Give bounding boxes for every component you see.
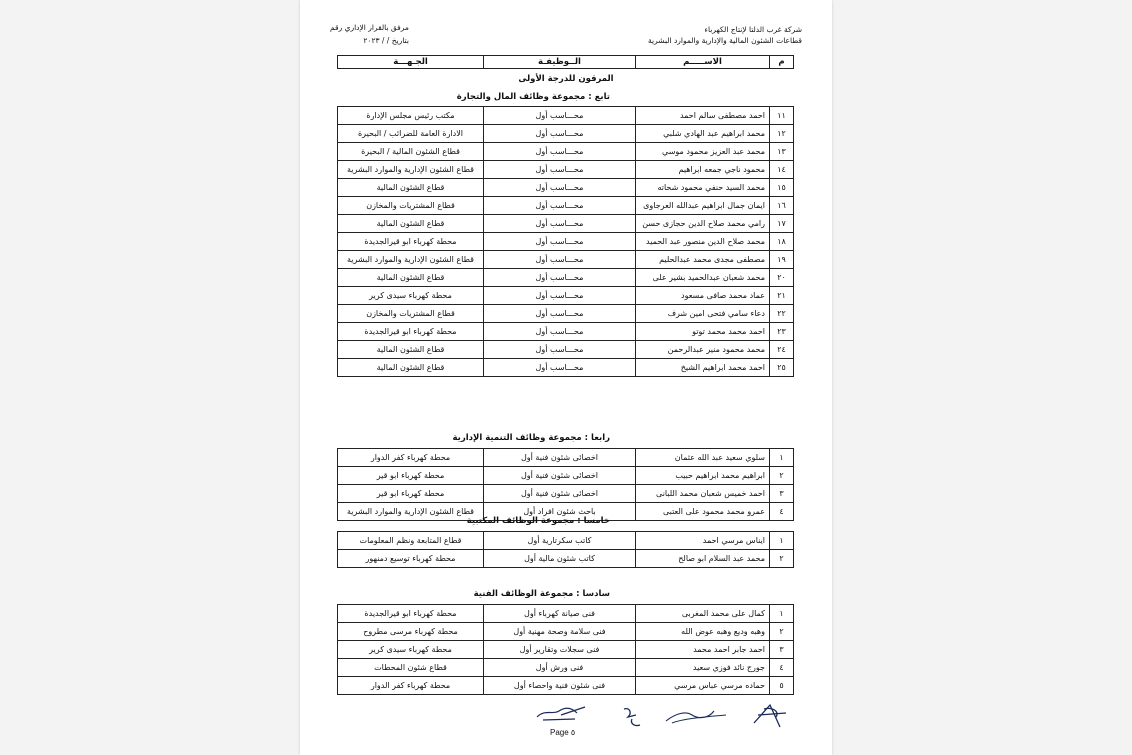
attachment-line: مرفق بالقرار الإداري رقم (330, 23, 409, 32)
table-row (338, 605, 794, 623)
department: قطاع الشئون الإدارية والموارد البشرية (338, 251, 484, 269)
table-row (338, 623, 794, 641)
job-title: محـــاسب أول (484, 359, 636, 377)
row-number: ١٦ (770, 197, 794, 215)
employee-name: محمد صلاح الدين منصور عبد الحميد (636, 233, 770, 251)
employee-name: مصطفى مجدى محمد عبدالحليم (636, 251, 770, 269)
employee-name: ابراهيم محمد ابراهيم حبيب (636, 467, 770, 485)
row-number: ١ (770, 449, 794, 467)
signature-footer (300, 701, 832, 741)
table-row (338, 215, 794, 233)
table-row (338, 233, 794, 251)
employee-name: حماده مرسي عباس مرسي (636, 677, 770, 695)
document-page (300, 0, 832, 755)
department: مكتب رئيس مجلس الإدارة (338, 107, 484, 125)
section-title-finance: تابع : مجموعة وظائف المال والتجارة (456, 92, 610, 102)
department: محطة كهرباء ابو قير (338, 467, 484, 485)
job-title: محـــاسب أول (484, 269, 636, 287)
table-row (338, 251, 794, 269)
row-number: ٢ (770, 467, 794, 485)
signature-4 (750, 701, 790, 731)
row-number: ٢٢ (770, 305, 794, 323)
row-number: ١ (770, 532, 794, 550)
date-line: بتاريخ / / ٢٠٢٣ (363, 36, 409, 45)
row-number: ٥ (770, 677, 794, 695)
employee-name: احمد خميس شعبان محمد اللبانى (636, 485, 770, 503)
header-job: الــوظيفـة (484, 56, 636, 69)
table-row (338, 550, 794, 568)
table-row (338, 449, 794, 467)
company-header (648, 24, 802, 46)
job-title: اخصائى شئون فنية أول (484, 467, 636, 485)
header-name: الاســـــم (636, 56, 770, 69)
job-title: فنى ورش أول (484, 659, 636, 677)
header-dept: الجـهـــة (338, 56, 484, 69)
job-title: محـــاسب أول (484, 107, 636, 125)
decision-reference (330, 22, 409, 46)
row-number: ١٨ (770, 233, 794, 251)
employee-name: احمد جابر احمد محمد (636, 641, 770, 659)
department: قطاع الشئون المالية / البحيرة (338, 143, 484, 161)
row-number: ٢٤ (770, 341, 794, 359)
table-row (338, 323, 794, 341)
table-row (338, 125, 794, 143)
employee-name: وهبه وديع وهبه عوض الله (636, 623, 770, 641)
table-row (338, 161, 794, 179)
department: قطاع الشئون الإدارية والموارد البشرية (338, 161, 484, 179)
department: قطاع الشئون المالية (338, 179, 484, 197)
row-number: ٢ (770, 550, 794, 568)
employee-name: احمد محمد محمد توتو (636, 323, 770, 341)
employee-name: ايمان جمال ابراهيم عبدالله العرجاوى (636, 197, 770, 215)
job-title: محـــاسب أول (484, 161, 636, 179)
job-title: محـــاسب أول (484, 251, 636, 269)
signature-3 (662, 703, 732, 727)
table-row (338, 197, 794, 215)
column-header-table (337, 55, 794, 69)
row-number: ١٧ (770, 215, 794, 233)
employee-name: دعاء سامي فتحى امين شرف (636, 305, 770, 323)
row-number: ١٣ (770, 143, 794, 161)
row-number: ١ (770, 605, 794, 623)
promoted-title: المرقون للدرجة الأولى (518, 74, 614, 84)
job-title: كاتب سكرتارية أول (484, 532, 636, 550)
department: الادارة العامة للضرائب / البحيرة (338, 125, 484, 143)
table-row (338, 659, 794, 677)
row-number: ٢٠ (770, 269, 794, 287)
row-number: ٢٣ (770, 323, 794, 341)
job-title: محـــاسب أول (484, 125, 636, 143)
department: محطة كهرباء سيدى كرير (338, 287, 484, 305)
job-title: فنى سلامة وصحة مهنية أول (484, 623, 636, 641)
employee-name: احمد مصطفى سالم احمد (636, 107, 770, 125)
employee-name: ايناس مرسي احمد (636, 532, 770, 550)
department: قطاع شئون المحطات (338, 659, 484, 677)
department: محطة كهرباء ابو قيرالجديدة (338, 323, 484, 341)
table-row (338, 341, 794, 359)
employee-name: عماد محمد صافى مسعود (636, 287, 770, 305)
department: قطاع الشئون المالية (338, 341, 484, 359)
row-number: ١٥ (770, 179, 794, 197)
table-row (338, 467, 794, 485)
section-title-technical: سادسا : مجموعة الوظائف الفنية (473, 589, 610, 599)
row-number: ٣ (770, 641, 794, 659)
row-number: ١٢ (770, 125, 794, 143)
section-table-admin-development (337, 448, 794, 521)
job-title: محـــاسب أول (484, 179, 636, 197)
job-title: فنى شئون فنية واحصاء أول (484, 677, 636, 695)
signature-2 (618, 705, 648, 731)
table-row (338, 532, 794, 550)
header-num: م (770, 56, 794, 69)
employee-name: سلوي سعيد عبد الله عثمان (636, 449, 770, 467)
signature-1 (535, 701, 595, 723)
employee-name: محمد عبد السلام ابو صالح (636, 550, 770, 568)
row-number: ١٤ (770, 161, 794, 179)
table-row (338, 287, 794, 305)
department: محطة كهرباء ابو قيرالجديدة (338, 233, 484, 251)
section-title-clerical: خامسا : مجموعة الوظائف المكتبية (466, 516, 610, 526)
table-row (338, 641, 794, 659)
department: محطة كهرباء توسيع دمنهور (338, 550, 484, 568)
row-number: ٢١ (770, 287, 794, 305)
company-name: شركة غرب الدلتا لإنتاج الكهرباء (704, 25, 802, 34)
row-number: ٢ (770, 623, 794, 641)
job-title: محـــاسب أول (484, 233, 636, 251)
employee-name: جورج نائد فوزي سعيد (636, 659, 770, 677)
department: قطاع الشئون الإدارية والموارد البشرية (338, 503, 484, 521)
department: قطاع المشتريات والمخازن (338, 305, 484, 323)
job-title: محـــاسب أول (484, 323, 636, 341)
table-row (338, 107, 794, 125)
employee-name: محمود ناجي جمعه ابراهيم (636, 161, 770, 179)
department: قطاع الشئون المالية (338, 215, 484, 233)
department: محطة كهرباء ابو قير (338, 485, 484, 503)
employee-name: احمد محمد ابراهيم الشيخ (636, 359, 770, 377)
job-title: محـــاسب أول (484, 197, 636, 215)
department: قطاع الشئون المالية (338, 269, 484, 287)
department: محطة كهرباء كفر الدوار (338, 677, 484, 695)
department: محطة كهرباء سيدى كرير (338, 641, 484, 659)
row-number: ١١ (770, 107, 794, 125)
employee-name: محمد عبد العزيز محمود موسي (636, 143, 770, 161)
job-title: محـــاسب أول (484, 215, 636, 233)
employee-name: محمد السيد حنفي محمود شحاته (636, 179, 770, 197)
department-name: قطاعات الشئون المالية والإدارية والموارد البشرية (648, 36, 802, 45)
job-title: باحث شئون افراد أول (484, 503, 636, 521)
table-row (338, 269, 794, 287)
employee-name: محمد شعبان عبدالحميد بشير على (636, 269, 770, 287)
row-number: ٢٥ (770, 359, 794, 377)
job-title: محـــاسب أول (484, 143, 636, 161)
job-title: فنى سجلات وتقارير أول (484, 641, 636, 659)
table-row (338, 143, 794, 161)
department: محطة كهرباء مرسى مطروح (338, 623, 484, 641)
job-title: كاتب شئون مالية أول (484, 550, 636, 568)
row-number: ٤ (770, 659, 794, 677)
job-title: محـــاسب أول (484, 287, 636, 305)
employee-name: عمرو محمد محمود على العتبى (636, 503, 770, 521)
employee-name: محمد محمود منير عبدالرحمن (636, 341, 770, 359)
table-row (338, 485, 794, 503)
table-row (338, 359, 794, 377)
department: قطاع المتابعة ونظم المعلومات (338, 532, 484, 550)
section-table-clerical (337, 531, 794, 568)
job-title: محـــاسب أول (484, 305, 636, 323)
employee-name: كمال على محمد المغربى (636, 605, 770, 623)
job-title: اخصائى شئون فنية أول (484, 449, 636, 467)
row-number: ١٩ (770, 251, 794, 269)
row-number: ٤ (770, 503, 794, 521)
department: قطاع الشئون المالية (338, 359, 484, 377)
table-row (338, 677, 794, 695)
row-number: ٣ (770, 485, 794, 503)
page-number: Page ٥ (550, 728, 576, 737)
job-title: محـــاسب أول (484, 341, 636, 359)
table-row (338, 305, 794, 323)
section-table-finance (337, 106, 794, 377)
department: قطاع المشتريات والمخازن (338, 197, 484, 215)
table-row (338, 179, 794, 197)
section-table-technical (337, 604, 794, 695)
department: محطة كهرباء كفر الدوار (338, 449, 484, 467)
department: محطة كهرباء ابو قيرالجديدة (338, 605, 484, 623)
employee-name: محمد ابراهيم عبد الهادي شلبي (636, 125, 770, 143)
job-title: اخصائى شئون فنية أول (484, 485, 636, 503)
job-title: فنى صيانة كهرباء أول (484, 605, 636, 623)
section-title-admin-development: رابعا : مجموعة وظائف التنمية الإدارية (452, 433, 610, 443)
employee-name: رامي محمد صلاح الدين حجازى حسن (636, 215, 770, 233)
